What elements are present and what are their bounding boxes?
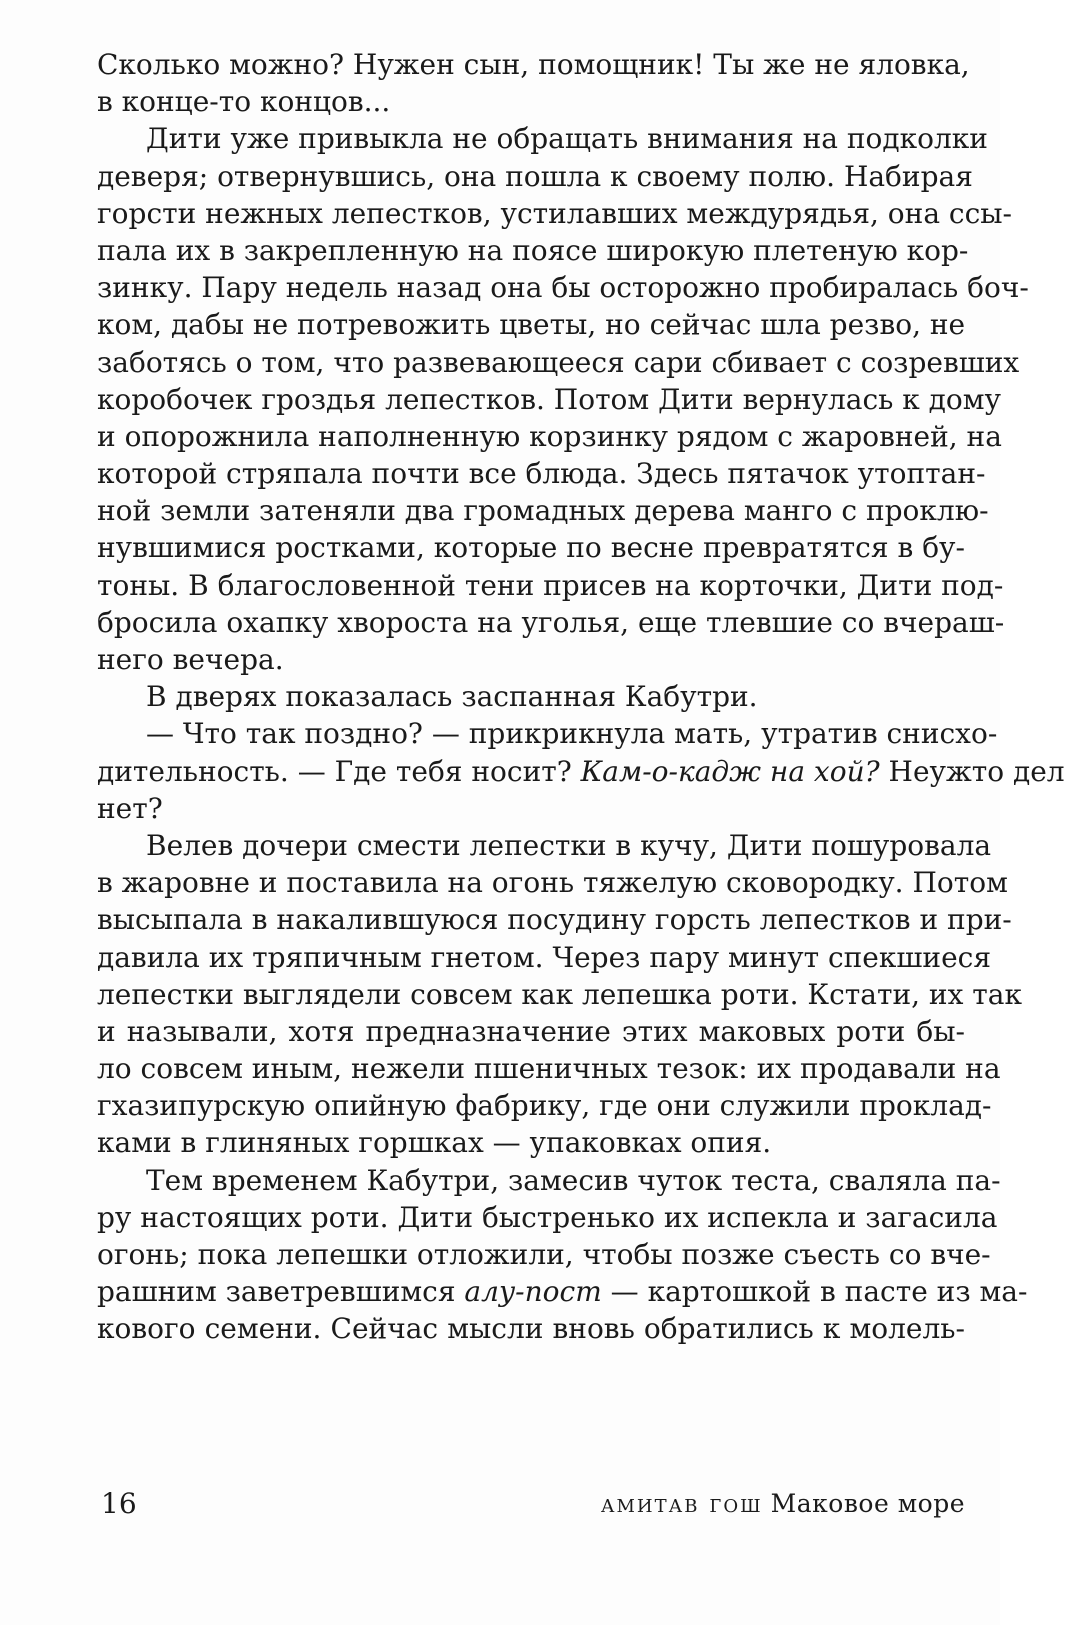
text-line: пала их в закрепленную на поясе широкую плетеную кор- — [97, 233, 969, 267]
text-line: деверя; отвернувшись, она пошла к своему полю. Набирая — [97, 159, 973, 193]
text-line: гхазипурскую опийную фабрику, где они служили проклад- — [97, 1089, 992, 1123]
text-line: и называли, хотя предназначение этих маковых роти бы- — [97, 1014, 965, 1048]
page-footer — [97, 1487, 965, 1527]
text-line: горсти нежных лепестков, устилавших междурядья, она ссы- — [97, 196, 1013, 230]
text-line: Велев дочери смести лепестки в кучу, Дити пошуровала — [146, 828, 992, 862]
text-segment: рашним заветревшимся — [97, 1275, 465, 1309]
body-text — [97, 46, 1065, 1348]
text-line: кового семени. Сейчас мысли вновь обратились к молель- — [97, 1312, 965, 1346]
italic-phrase: алу-пост — [464, 1275, 602, 1309]
text-line: заботясь о том, что развевающееся сари сбивает с созревших — [97, 345, 1020, 379]
text-line: Дити уже привыкла не обращать внимания на подколки — [146, 122, 988, 156]
text-line: Сколько можно? Нужен сын, помощник! Ты же не яловка, — [97, 48, 970, 81]
text-line: высыпала в накалившуюся посудину горсть лепестков и при- — [97, 903, 1012, 937]
text-line: нувшимися ростками, которые по весне превратятся в бу- — [97, 531, 965, 565]
text-line: В дверях показалась заспанная Кабутри. — [146, 680, 758, 714]
text-line: нет? — [97, 791, 163, 825]
italic-phrase: Кам-о-кадж на хой? — [580, 754, 880, 788]
text-line: Тем временем Кабутри, замесив чуток теста, сваляла па- — [146, 1163, 1001, 1197]
text-line: ру настоящих роти. Дити быстренько их испекла и загасила — [97, 1200, 998, 1234]
text-line: ной земли затеняли два громадных дерева манго с проклю- — [97, 494, 989, 528]
text-line: в жаровне и поставила на огонь тяжелую сковородку. Потом — [97, 866, 1008, 900]
text-line: лепестки выглядели совсем как лепешка роти. Кстати, их так — [97, 977, 1022, 1011]
text-line: которой стряпала почти все блюда. Здесь пятачок утоптан- — [97, 457, 986, 491]
running-head-title: Маковое море — [770, 1489, 965, 1518]
text-line: ками в глиняных горшках — упаковках опия. — [97, 1126, 772, 1160]
text-segment: дительность. — Где тебя носит? — [97, 754, 581, 788]
text-line: зинку. Пару недель назад она бы осторожно пробиралась боч- — [97, 271, 1029, 305]
text-line: бросила охапку хвороста на уголья, еще тлевшие со вчераш- — [97, 605, 1005, 639]
text-line: ком, дабы не потревожить цветы, но сейчас шла резво, не — [97, 308, 966, 342]
text-line: давила их тряпичным гнетом. Через пару минут спекшиеся — [97, 940, 991, 974]
text-line: — Что так поздно? — прикрикнула мать, утратив снисхо- — [146, 717, 998, 751]
running-head-author: амитав гош — [600, 1489, 763, 1518]
text-line: и опорожнила наполненную корзинку рядом с жаровней, на — [97, 419, 1002, 453]
text-line: тоны. В благословенной тени присев на корточки, Дити под- — [97, 568, 1004, 602]
text-segment: — картошкой в пасте из ма- — [601, 1275, 1028, 1309]
running-head — [601, 1489, 965, 1518]
text-segment: Неужто дел — [879, 754, 1065, 788]
text-line: коробочек гроздья лепестков. Потом Дити вернулась к дому — [97, 382, 1002, 416]
text-line: него вечера. — [97, 643, 284, 676]
text-line-mixed — [97, 753, 1065, 790]
page-number: 16 — [101, 1487, 137, 1520]
text-line: огонь; пока лепешки отложили, чтобы позже съесть со вче- — [97, 1238, 991, 1271]
text-line: в конце-то концов... — [97, 85, 391, 119]
text-line-mixed — [97, 1273, 1028, 1310]
text-line: ло совсем иным, нежели пшеничных тезок: их продавали на — [97, 1052, 1001, 1086]
